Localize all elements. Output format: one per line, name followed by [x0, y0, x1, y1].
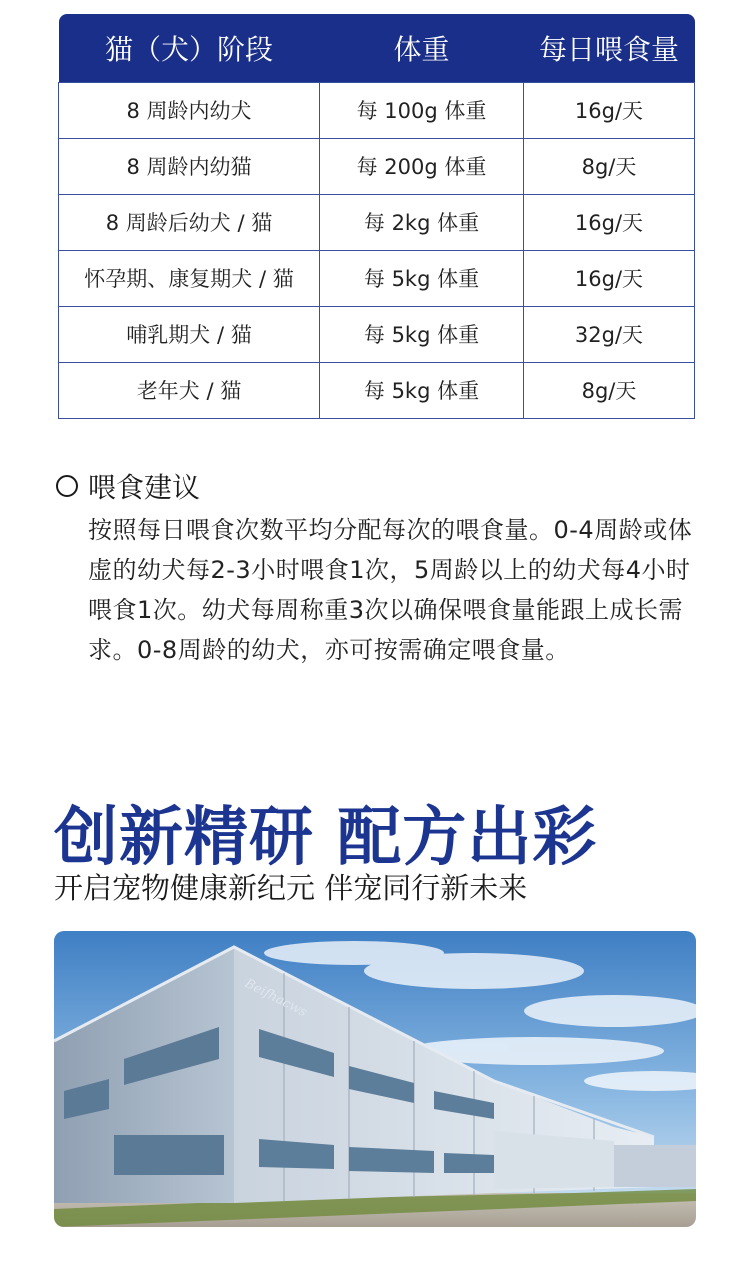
cell-stage: 老年犬 / 猫 [59, 362, 320, 418]
cell-amount: 32g/天 [524, 306, 695, 362]
header-stage: 猫（犬）阶段 [59, 14, 320, 82]
cell-amount: 16g/天 [524, 82, 695, 138]
advice-body-text: 按照每日喂食次数平均分配每次的喂食量。0-4周龄或体虚的幼犬每2-3小时喂食1次，5周龄以上的幼犬每4小时喂食1次。幼犬每周称重3次以确保喂食量能跟上成长需求。0-8周龄的幼犬，亦可按需确定喂食量。 [88, 516, 693, 664]
cell-weight: 每 5kg 体重 [320, 306, 524, 362]
cell-amount: 16g/天 [524, 194, 695, 250]
advice-title-text: 喂食建议 [88, 471, 201, 504]
cell-stage: 哺乳期犬 / 猫 [59, 306, 320, 362]
cell-amount: 16g/天 [524, 250, 695, 306]
table-row [59, 138, 695, 194]
cell-amount: 8g/天 [524, 138, 695, 194]
page-headline: 创新精研 配方出彩 [54, 801, 598, 875]
factory-sign: Beifhacws [242, 976, 310, 1021]
cell-weight: 每 100g 体重 [320, 82, 524, 138]
cell-stage: 8 周龄内幼猫 [59, 138, 320, 194]
header-daily-amount: 每日喂食量 [524, 14, 695, 82]
cell-weight: 每 5kg 体重 [320, 362, 524, 418]
cell-stage: 8 周龄内幼犬 [59, 82, 320, 138]
feeding-table [58, 14, 695, 419]
page-subheadline: 开启宠物健康新纪元 伴宠同行新未来 [54, 871, 528, 905]
cell-weight: 每 2kg 体重 [320, 194, 524, 250]
cell-weight: 每 200g 体重 [320, 138, 524, 194]
advice-heading [56, 466, 200, 506]
header-weight: 体重 [320, 14, 524, 82]
table-row [59, 194, 695, 250]
table-row [59, 82, 695, 138]
cell-amount: 8g/天 [524, 362, 695, 418]
cell-weight: 每 5kg 体重 [320, 250, 524, 306]
circle-bullet-icon [56, 475, 78, 497]
factory-photo [54, 931, 696, 1227]
table-row [59, 306, 695, 362]
table-header-row [59, 14, 695, 82]
table-row [59, 362, 695, 418]
cell-stage: 8 周龄后幼犬 / 猫 [59, 194, 320, 250]
table-row [59, 250, 695, 306]
cell-stage: 怀孕期、康复期犬 / 猫 [59, 250, 320, 306]
